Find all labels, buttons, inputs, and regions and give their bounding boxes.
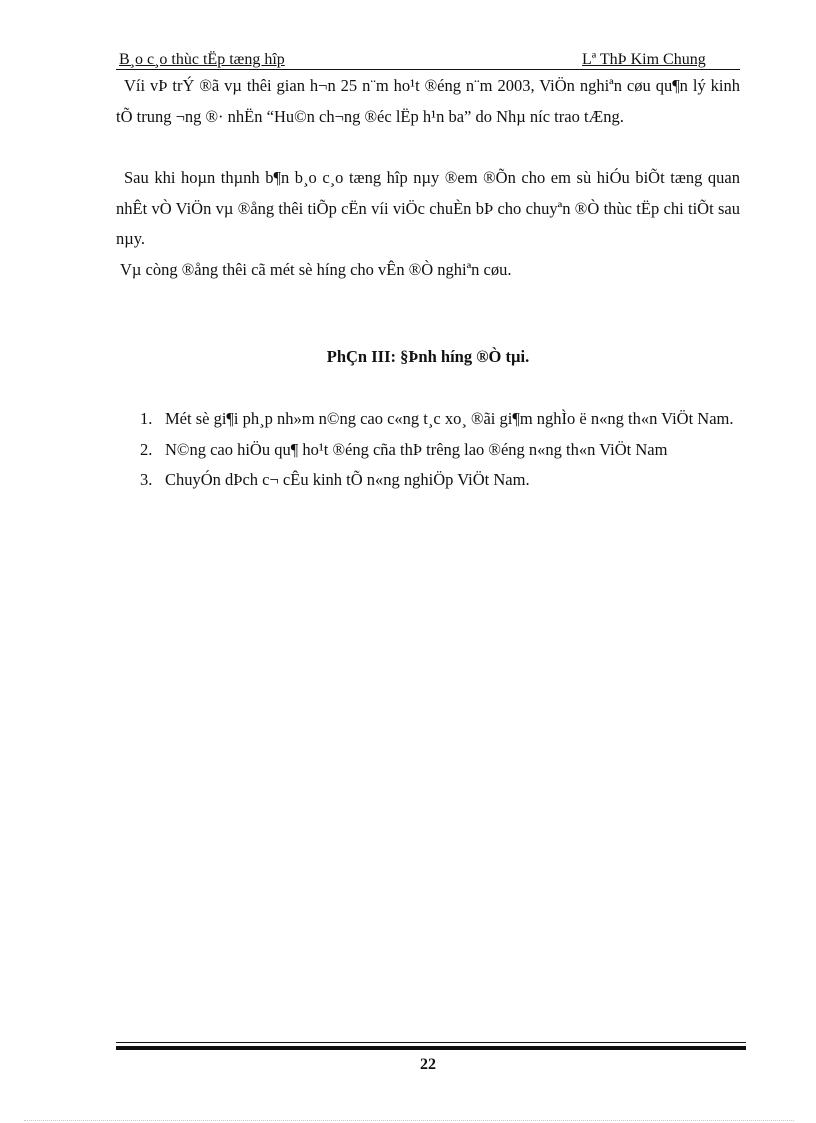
topic-list bbox=[116, 404, 740, 496]
page-edge-dotted-line bbox=[24, 1120, 794, 1121]
page-number: 22 bbox=[420, 1056, 436, 1073]
list-item bbox=[116, 404, 740, 435]
header-report-title: B¸o c¸o thùc tËp tæng hîp bbox=[119, 51, 285, 68]
list-item-number: 2. bbox=[140, 439, 153, 459]
header-author: Lª ThÞ Kim Chung bbox=[582, 51, 706, 68]
list-item-text: N©ng cao hiÖu qu¶ ho¹t ®éng cña thÞ trêng lao ®éng n«ng th«n ViÖt Nam bbox=[165, 439, 668, 459]
list-item-number: 3. bbox=[140, 470, 153, 489]
body-paragraph: Víi vÞ trÝ ®ã vµ thêi gian h¬n 25 n¨m ho¹t ®éng n¨m 2003, ViÖn nghiªn cøu qu¶n lý kinh tÕ trung ¬ng ®· nhËn “Hu©n ch¬ng ®éc lËp h¹n ba” do Nhµ níc trao tÆng. bbox=[116, 76, 740, 126]
list-item-text: Mét sè gi¶i ph¸p nh»m n©ng cao c«ng t¸c xo¸ ®ãi gi¶m nghÌo ë n«ng th«n ViÖt Nam. bbox=[165, 409, 734, 428]
body-paragraph: Vµ còng ®ång thêi cã mét sè híng cho vÊn ®Ò nghiªn cøu. bbox=[120, 260, 512, 279]
list-item bbox=[116, 435, 740, 466]
section-heading: PhÇn III: §Þnh híng ®Ò tµi. bbox=[326, 347, 530, 366]
list-item-text: ChuyÓn dÞch c¬ cÊu kinh tÕ n«ng nghiÖp ViÖt Nam. bbox=[165, 470, 530, 489]
body-paragraph: Sau khi hoµn thµnh b¶n b¸o c¸o tæng hîp nµy ®em ®Õn cho em sù hiÓu biÕt tæng quan nhÊt vÒ ViÖn vµ ®ång thêi tiÕp cËn víi viÖc chuÈn bÞ cho chuyªn ®Ò thùc tËp chi tiÕt sau nµy. bbox=[116, 168, 740, 248]
footer-divider-thin bbox=[116, 1042, 746, 1043]
header-divider bbox=[116, 69, 740, 70]
list-item bbox=[116, 465, 740, 496]
list-item-number: 1. bbox=[140, 409, 153, 428]
footer-divider bbox=[116, 1046, 746, 1050]
